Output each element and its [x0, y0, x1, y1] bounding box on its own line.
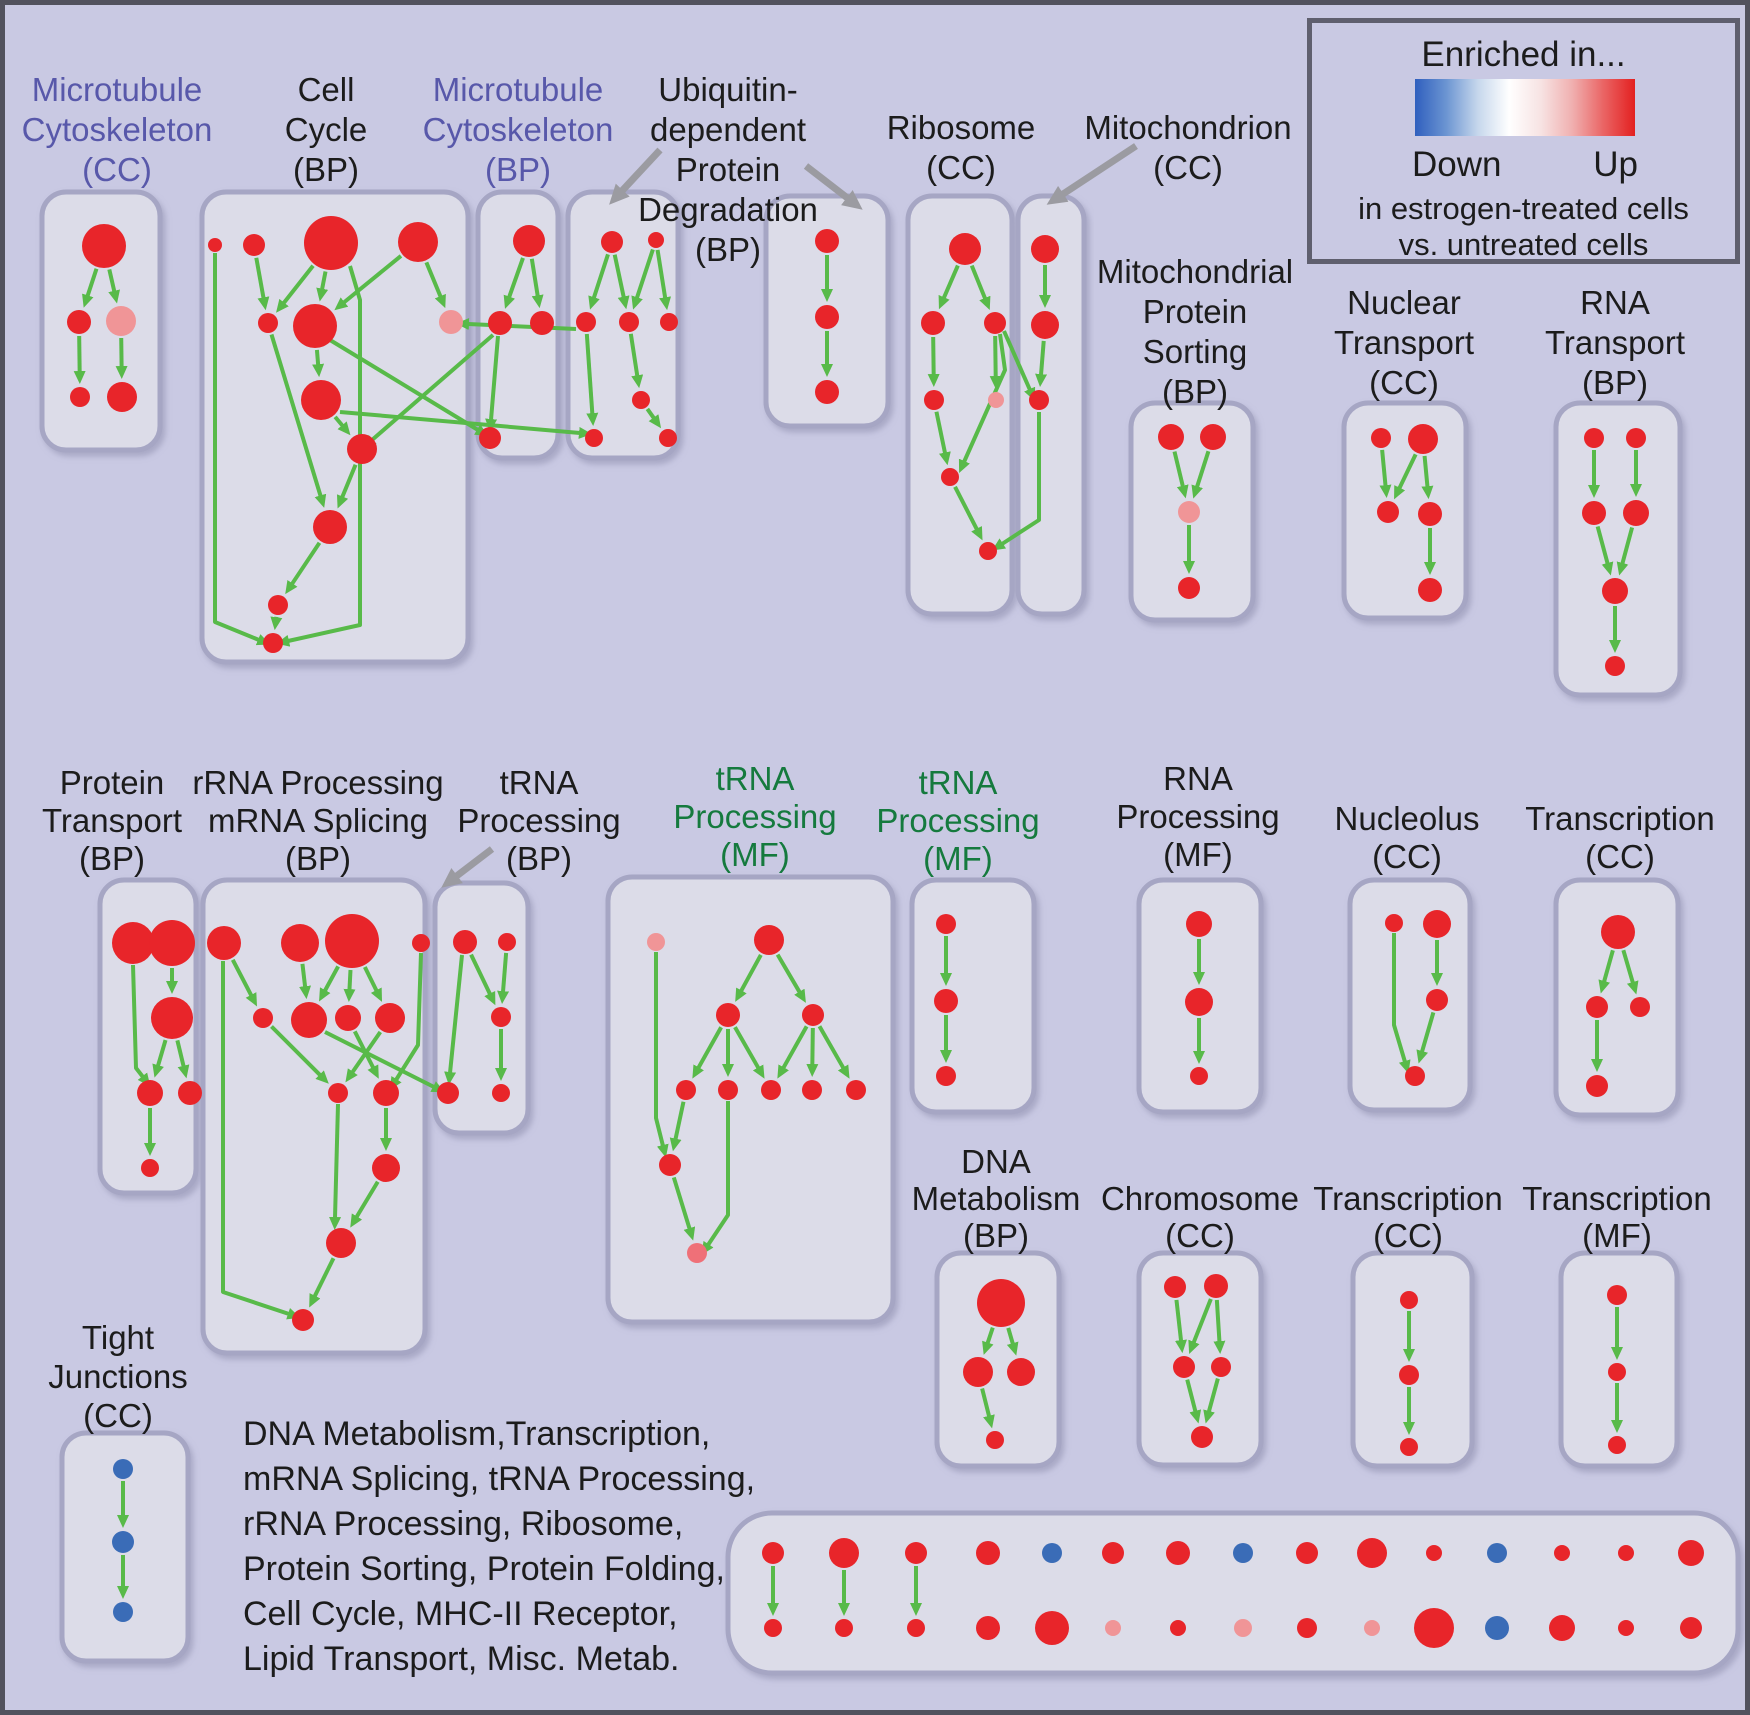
label-nucleolus-line: Nucleolus [1334, 800, 1480, 837]
label-ubiquitin-line: Ubiquitin- [658, 71, 798, 108]
go-term-node [1297, 1618, 1317, 1638]
go-term-node [1423, 910, 1451, 938]
go-term-node [647, 933, 665, 951]
label-ubiquitin-line: Protein [675, 151, 781, 188]
go-term-node [70, 387, 90, 407]
go-term-node [1042, 1543, 1062, 1563]
callout-arrow [1060, 146, 1136, 196]
go-term-node [1029, 390, 1049, 410]
go-term-node [1678, 1540, 1704, 1566]
legend-up-label: Up [1593, 145, 1638, 184]
label-nucleolus-line: (CC) [1372, 838, 1442, 875]
go-term-node [1158, 424, 1184, 450]
go-term-node [112, 1531, 134, 1553]
go-term-node [934, 989, 958, 1013]
go-term-node [815, 229, 839, 253]
go-term-node [1418, 578, 1442, 602]
go-term-node [1377, 501, 1399, 523]
go-term-node [1426, 1545, 1442, 1561]
go-term-node [106, 306, 136, 336]
label-trna-mf-2-line: Processing [876, 802, 1040, 839]
go-term-node [1582, 501, 1606, 525]
go-term-node [660, 313, 678, 331]
go-term-node [1426, 989, 1448, 1011]
misc-terms-text-line: Protein Sorting, Protein Folding, [243, 1550, 725, 1588]
go-term-node [1105, 1620, 1121, 1636]
go-term-node [905, 1542, 927, 1564]
go-term-node [986, 1431, 1004, 1449]
go-term-node [601, 231, 623, 253]
go-term-node [293, 304, 337, 348]
go-term-node [921, 311, 945, 335]
go-term-node [208, 238, 222, 252]
go-term-node [907, 1619, 925, 1637]
go-term-node [1418, 502, 1442, 526]
label-trna-mf-1-line: tRNA [715, 760, 795, 797]
legend-title: Enriched in... [1421, 35, 1626, 74]
go-term-node [281, 924, 319, 962]
go-term-node [936, 1066, 956, 1086]
go-term-node [1234, 1619, 1252, 1637]
go-term-node [453, 930, 477, 954]
go-term-node [936, 914, 956, 934]
go-term-node [815, 380, 839, 404]
go-term-node [263, 633, 283, 653]
go-term-node [137, 1080, 163, 1106]
go-term-node [1601, 915, 1635, 949]
go-term-node [1200, 424, 1226, 450]
go-term-node [1233, 1543, 1253, 1563]
go-term-node [676, 1080, 696, 1100]
edge-arrow [995, 336, 996, 377]
go-term-node [1630, 997, 1650, 1017]
label-rrna-mrna-line: mRNA Splicing [207, 802, 429, 839]
go-term-node [1371, 428, 1391, 448]
label-transcription-cc-2-line: (CC) [1373, 1217, 1443, 1254]
go-term-node [718, 1080, 738, 1100]
go-term-node [1487, 1543, 1507, 1563]
go-term-node [373, 1080, 399, 1106]
go-term-node [1680, 1617, 1702, 1639]
go-term-node [1204, 1274, 1228, 1298]
go-term-node [949, 233, 981, 265]
label-dna-metabolism-line: (BP) [962, 1217, 1029, 1254]
go-term-node [82, 224, 126, 268]
cluster-box-misc-terms [728, 1513, 1738, 1673]
label-trna-mf-1-line: (MF) [720, 836, 790, 873]
callout-arrow [620, 150, 660, 193]
label-transcription-cc-2-line: Transcription [1313, 1180, 1503, 1217]
label-rna-transport-line: (BP) [1582, 364, 1648, 401]
go-term-node [326, 1228, 356, 1258]
label-rrna-mrna-line: rRNA Processing [192, 764, 444, 801]
go-term-node [1405, 1066, 1425, 1086]
go-term-node [802, 1080, 822, 1100]
misc-terms-text-line: mRNA Splicing, tRNA Processing, [243, 1460, 756, 1498]
edge-arrow [1041, 341, 1044, 375]
go-term-node [977, 1279, 1025, 1327]
go-term-node [754, 925, 784, 955]
label-microtubule-bp-line: (BP) [484, 151, 551, 188]
go-term-node [1031, 311, 1059, 339]
go-term-node [253, 1008, 273, 1028]
misc-terms-text-line: Cell Cycle, MHC-II Receptor, [243, 1595, 678, 1633]
go-term-node [1399, 1365, 1419, 1385]
label-mitochondrion-line: (CC) [1153, 149, 1223, 186]
go-term-node [1586, 996, 1608, 1018]
go-term-node [1164, 1276, 1186, 1298]
go-term-node [963, 1357, 993, 1387]
go-term-node [328, 1083, 348, 1103]
label-microtubule-cc-line: (CC) [82, 151, 152, 188]
go-term-node [1549, 1615, 1575, 1641]
go-term-node [764, 1619, 782, 1637]
edge-arrow [349, 970, 350, 990]
go-term-node [648, 232, 664, 248]
go-term-node [398, 222, 438, 262]
legend-down-label: Down [1412, 145, 1502, 184]
go-term-node [1408, 424, 1438, 454]
go-term-node [1178, 577, 1200, 599]
go-term-node [513, 225, 545, 257]
go-term-node [1007, 1358, 1035, 1386]
label-cell-cycle-line: Cycle [284, 111, 368, 148]
edge-arrow [317, 350, 318, 365]
go-term-node [412, 934, 430, 952]
go-term-node [585, 429, 603, 447]
go-term-node [178, 1081, 202, 1105]
go-term-node [113, 1602, 133, 1622]
go-term-node [941, 468, 959, 486]
go-term-node [835, 1619, 853, 1637]
label-rna-processing-mf-line: Processing [1116, 798, 1280, 835]
go-term-node [1605, 656, 1625, 676]
go-term-node [301, 380, 341, 420]
go-term-node [988, 392, 1004, 408]
go-term-node [1626, 428, 1646, 448]
go-term-node [479, 427, 501, 449]
label-ubiquitin-line: dependent [649, 111, 806, 148]
legend-subtitle-line2: vs. untreated cells [1398, 227, 1649, 262]
label-protein-transport-line: Transport [42, 802, 182, 839]
label-transcription-cc-line: Transcription [1525, 800, 1715, 837]
go-term-node [372, 1154, 400, 1182]
label-ribosome-line: Ribosome [886, 109, 1036, 146]
label-rna-processing-mf-line: RNA [1163, 760, 1233, 797]
label-dna-metabolism-line: DNA [961, 1143, 1031, 1180]
label-nuclear-transport-line: (CC) [1369, 364, 1439, 401]
go-term-node [1185, 988, 1213, 1016]
misc-terms-text-line: rRNA Processing, Ribosome, [243, 1505, 684, 1543]
go-term-node [984, 312, 1006, 334]
label-trna-mf-1-line: Processing [673, 798, 837, 835]
go-term-node [802, 1004, 824, 1026]
label-chromosome-line: Chromosome [1100, 1180, 1300, 1217]
go-term-node [268, 595, 288, 615]
label-chromosome-line: (CC) [1165, 1217, 1235, 1254]
go-term-node [491, 1007, 511, 1027]
label-trna-bp-line: Processing [457, 802, 621, 839]
label-transcription-mf-line: (MF) [1582, 1217, 1652, 1254]
go-term-node [335, 1005, 361, 1031]
label-microtubule-bp-line: Microtubule [432, 71, 604, 108]
edge-arrow [1217, 1300, 1220, 1342]
label-nuclear-transport-line: Nuclear [1347, 284, 1461, 321]
label-mitochondrion-line: Mitochondrion [1084, 109, 1292, 146]
go-term-node [761, 1080, 781, 1100]
go-term-node [1190, 1067, 1208, 1085]
go-term-node [576, 312, 596, 332]
cluster-box-transcription-mf [1561, 1253, 1677, 1466]
go-term-node [1035, 1611, 1069, 1645]
go-term-node [112, 922, 154, 964]
go-term-node [1170, 1620, 1186, 1636]
go-term-node [1485, 1616, 1509, 1640]
go-term-node [1623, 500, 1649, 526]
go-term-node [67, 310, 91, 334]
go-term-node [347, 434, 377, 464]
go-term-node [1186, 911, 1212, 937]
go-term-node [437, 1082, 459, 1104]
go-term-node [1031, 235, 1059, 263]
label-tight-junctions-line: (CC) [83, 1397, 153, 1434]
cluster-box-nuclear-transport [1344, 403, 1466, 618]
go-term-node [375, 1003, 405, 1033]
go-term-node [1602, 578, 1628, 604]
legend-subtitle-line1: in estrogen-treated cells [1358, 191, 1689, 226]
label-trna-mf-2-line: tRNA [918, 764, 998, 801]
label-mito-protein-sorting-line: (BP) [1161, 373, 1228, 410]
legend [1307, 18, 1740, 264]
go-term-node [1607, 1285, 1627, 1305]
go-term-node [113, 1459, 133, 1479]
go-term-node [292, 1309, 314, 1331]
label-trna-bp-line: (BP) [506, 840, 572, 877]
legend-gradient-bar [1415, 79, 1635, 136]
label-ubiquitin-line: (BP) [694, 231, 761, 268]
go-term-node [439, 310, 463, 334]
label-ribosome-line: (CC) [926, 149, 996, 186]
go-term-node [1608, 1363, 1626, 1381]
go-term-node [492, 1084, 510, 1102]
label-microtubule-cc-line: Microtubule [31, 71, 203, 108]
go-term-node [141, 1159, 159, 1177]
go-term-node [976, 1541, 1000, 1565]
go-term-node [1586, 1075, 1608, 1097]
label-mito-protein-sorting-line: Sorting [1142, 333, 1248, 370]
go-term-node [1618, 1620, 1634, 1636]
go-term-node [313, 510, 347, 544]
go-term-node [716, 1003, 740, 1027]
go-term-node [291, 1002, 327, 1038]
edge-arrow [302, 964, 305, 987]
go-term-node [304, 216, 358, 270]
label-nuclear-transport-line: Transport [1334, 324, 1474, 361]
go-term-node [1191, 1426, 1213, 1448]
misc-terms-text-line: Lipid Transport, Misc. Metab. [243, 1640, 680, 1678]
go-term-node [243, 234, 265, 256]
legend-axis-labels [1412, 145, 1638, 185]
label-transcription-cc-line: (CC) [1585, 838, 1655, 875]
go-term-node [488, 311, 512, 335]
go-term-node [1400, 1291, 1418, 1309]
go-term-node [498, 933, 516, 951]
go-term-node [1400, 1438, 1418, 1456]
go-term-node [979, 542, 997, 560]
cluster-box-rna-transport [1556, 403, 1680, 695]
go-term-node [258, 313, 278, 333]
go-term-node [151, 997, 193, 1039]
go-term-node [1608, 1436, 1626, 1454]
go-term-node [530, 311, 554, 335]
go-term-node [632, 391, 650, 409]
label-protein-transport-line: (BP) [79, 840, 145, 877]
callout-arrow [454, 849, 492, 878]
label-dna-metabolism-line: Metabolism [911, 1180, 1081, 1217]
label-ubiquitin-line: Degradation [638, 191, 818, 228]
label-protein-transport-line: Protein [59, 764, 165, 801]
go-term-node [207, 926, 241, 960]
label-trna-mf-2-line: (MF) [923, 840, 993, 877]
label-transcription-mf-line: Transcription [1522, 1180, 1712, 1217]
go-term-node [829, 1538, 859, 1568]
go-term-node [1211, 1357, 1231, 1377]
go-term-node [619, 312, 639, 332]
label-cell-cycle-line: (BP) [293, 151, 359, 188]
label-microtubule-bp-line: Cytoskeleton [422, 111, 614, 148]
label-rna-transport-line: Transport [1545, 324, 1685, 361]
label-microtubule-cc-line: Cytoskeleton [21, 111, 213, 148]
go-term-node [1173, 1356, 1195, 1378]
go-term-node [1618, 1545, 1634, 1561]
cluster-box-transcription-cc-2 [1353, 1253, 1472, 1466]
go-term-node [1296, 1542, 1318, 1564]
go-term-node [1364, 1620, 1380, 1636]
go-term-node [1584, 428, 1604, 448]
label-tight-junctions-line: Junctions [48, 1358, 188, 1395]
label-trna-bp-line: tRNA [499, 764, 579, 801]
label-cell-cycle-line: Cell [297, 71, 355, 108]
go-term-node [815, 305, 839, 329]
label-tight-junctions-line: Tight [81, 1319, 155, 1356]
go-term-node [659, 429, 677, 447]
go-term-node [659, 1154, 681, 1176]
go-term-node [687, 1243, 707, 1263]
go-term-node [107, 382, 137, 412]
go-term-node [1357, 1538, 1387, 1568]
go-term-node [976, 1616, 1000, 1640]
go-term-node [762, 1542, 784, 1564]
go-term-node [1554, 1545, 1570, 1561]
label-mito-protein-sorting-line: Mitochondrial [1096, 253, 1294, 290]
go-term-node [846, 1080, 866, 1100]
go-term-node [1178, 501, 1200, 523]
go-term-node [1102, 1542, 1124, 1564]
label-mito-protein-sorting-line: Protein [1142, 293, 1248, 330]
misc-terms-text-line: DNA Metabolism,Transcription, [243, 1415, 711, 1453]
label-rrna-mrna-line: (BP) [284, 840, 351, 877]
go-term-node [325, 914, 379, 968]
cluster-box-trna-mf-2 [912, 880, 1034, 1112]
go-term-node [1414, 1608, 1454, 1648]
go-term-node [1166, 1541, 1190, 1565]
label-rna-processing-mf-line: (MF) [1163, 836, 1233, 873]
go-term-node [149, 920, 195, 966]
go-term-node [924, 390, 944, 410]
go-term-node [1385, 914, 1403, 932]
label-rna-transport-line: RNA [1580, 284, 1650, 321]
